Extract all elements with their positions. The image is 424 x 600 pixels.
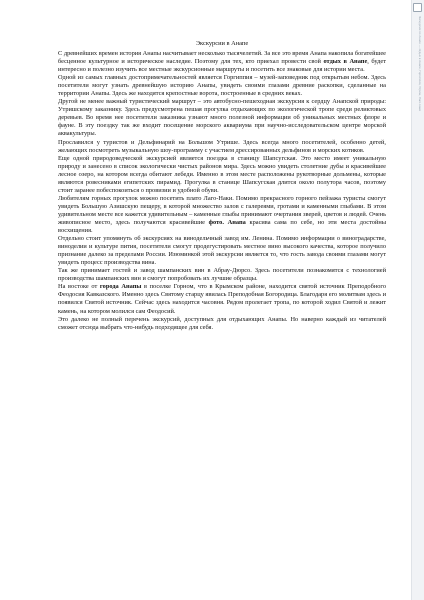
paragraph-text: в поселке Горном, что в Крымском районе, находится святой источник Преподобного Феодосия Кавказского. Именно здесь Святому старцу явилась Преподобная Богородица. Благодаря его молитвам здесь и появился Святой источник. Сейчас здесь находится часовня. Рядом пролегает тропа, по которой ходил Святой и лежит камень, на котором молился сам Феодосий.	[58, 283, 387, 315]
paragraph-text: красива сама по себе, но эти места достойны восхищения.	[58, 218, 387, 235]
paragraph-text: Это далеко не полный перечень экскурсий, доступных для отдыхающих Анапы. Но наверно каждый из читателей сможет отсюда выбрать что-нибудь подходящее для себя.	[58, 315, 386, 331]
paragraph	[58, 267, 386, 283]
document-title: Экскурсии в Анапе	[195, 40, 249, 47]
paragraph-text: Прославился у туристов и Дельфинарий на Большом Утрише. Здесь всегда много посетителей, особенно детей, желающих посмотреть музыкальную шоу-программу с участием дрессированных дельфинов и морских котиков.	[58, 138, 386, 154]
side-panel	[411, 0, 424, 600]
paragraph	[58, 316, 386, 332]
bold-link-text: города Анапы	[99, 283, 142, 291]
paragraph-text: На востоке от	[58, 283, 100, 291]
document-body	[58, 50, 386, 332]
paragraph	[58, 50, 386, 74]
paragraph	[58, 98, 386, 138]
paragraph	[58, 139, 386, 155]
paragraph	[58, 195, 386, 235]
paragraph-text: , будет интересно и полезно изучить все местные экскурсионные маршруты и посетить все знаковые для истории места.	[58, 58, 386, 74]
paragraph-text: Одной из самых главных достопримечательностей является Горгиппия – музей-заповедник под открытым небом. Здесь посетители могут узнать древнейшую историю Анапы, увидеть своими глазами древние раскопки, сделанные на территории Анапы. Здесь же находятся крепостные ворота, построенные в средних веках.	[58, 74, 386, 98]
bold-link-text: фото. Анапа	[208, 218, 246, 226]
side-panel-caption: Экскурсии по Анапе — отдых в Анапе, Горгиппия, Утриш, Лаго-Наки	[418, 16, 422, 112]
paragraph-text: Еще одной природоведческой экскурсией является поездка в станицу Шапсугская. Это место имеет уникальную природу и занесено в список экологически чистых районов мира. Здесь можно увидеть столетние дубы и красивейшее лесное озеро, на котором всегда обитают лебеди. Именно в этом месте расположены рукотворные дольмены, которые являются ровесниками египетских пирамид. Прогулка в станице Шапсугская длится около полутора часов, поэтому стоит заранее побеспокоиться о провизии и удобной обуви.	[58, 154, 386, 194]
bold-link-text: отдых в Анапе	[323, 58, 368, 66]
paragraph	[58, 235, 386, 267]
paragraph	[58, 155, 386, 195]
paragraph-text: Любителям горных прогулок можно посетить плато Лаго-Наки. Помимо прекрасного горного пейзажа туристы смогут увидеть Большую Азишскую пещеру, в которой множество залов с галереями, гротами и каменными глыбами. В этом удивительном месте все кажется удивительным – каменные глыбы принимают очертания зверей, цветов и людей. Очень живописное место, здесь получаются красивейшие	[58, 194, 386, 226]
paragraph-text: Другой не менее важный туристический маршрут – это автобусно-пешеходная экскурсия к сердцу Анапской природы: Утришскому заказнику. Здесь предусмотрена пешая прогулка отдыхающих по экологической тропе среди реликтовых деревьев. Во время нее посетители заказника узнают много полезной информации об уникальных местных флоре и фауне. В эту поездку так же входит посещение морского аквариума при научно-исследовательском центре морской аквакультуры.	[58, 98, 386, 138]
document-page	[58, 40, 386, 332]
paragraph	[58, 74, 386, 98]
page-icon[interactable]	[413, 3, 422, 12]
paragraph	[58, 283, 386, 315]
paragraph-text: Так же принимает гостей и завод шампанских вин в Абрау-Дюрсо. Здесь посетители познакомятся с технологией производства шампанских вин и смогут попробовать их лучшие образцы.	[58, 267, 386, 283]
paragraph-text: Отдельно стоит упомянуть об экскурсиях на винодельчный завод им. Ленина. Помимо информации о виноградарстве, виноделии и культуре пития, посетители смогут продегустировать местное вино высокого качества, которое получило признание далеко за пределами России. Изюминкой этой экскурсии является то, что гость завода своими глазами могут увидеть процесс производства вина.	[58, 235, 386, 267]
paragraph-text: С древнейших времен история Анапы насчитывает несколько тысячелетий. За все это время Анапа накопила богатейшее бесценное культурное и историческое наследие. Поэтому для тех, кто приехал провести свой	[58, 50, 386, 66]
